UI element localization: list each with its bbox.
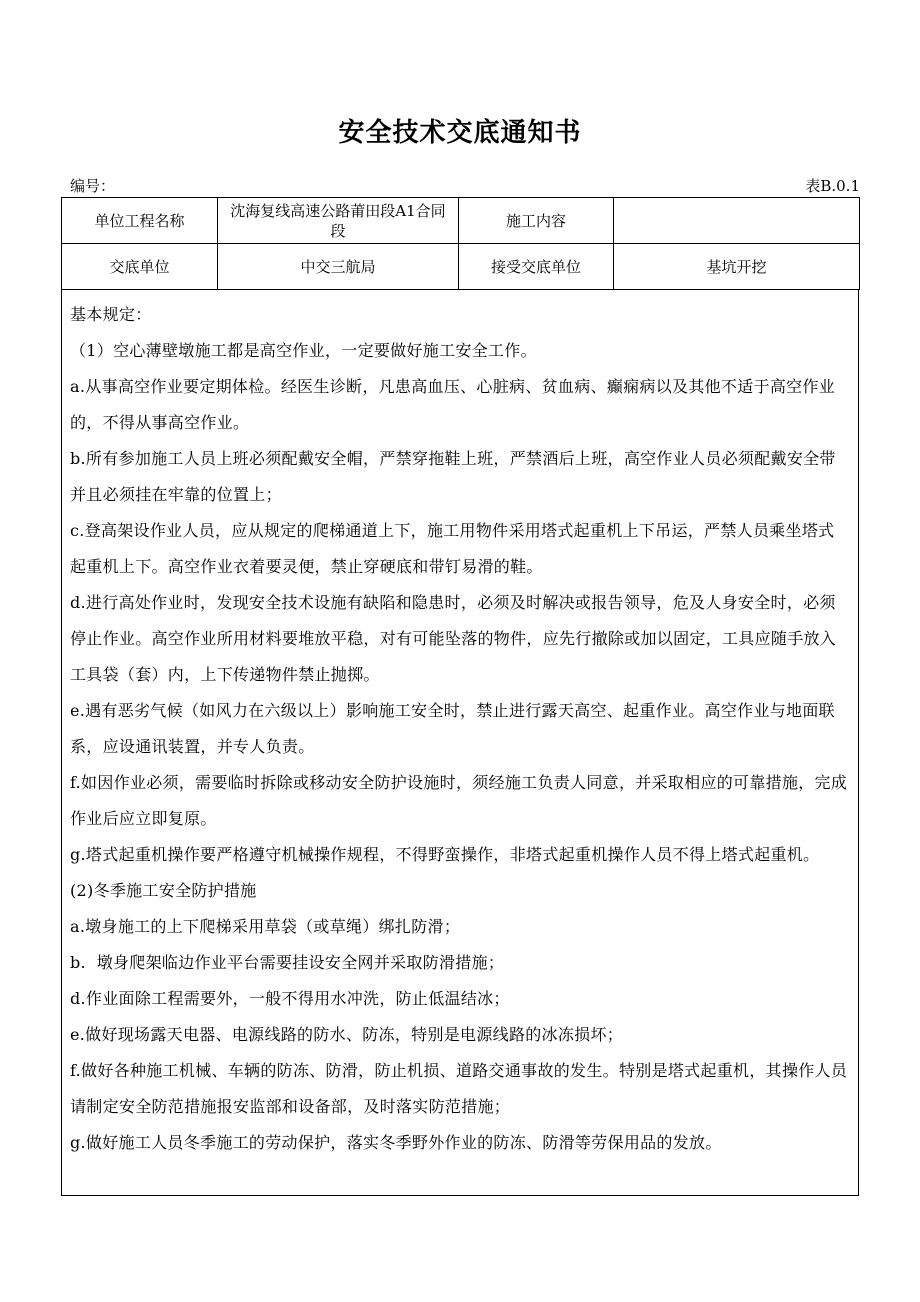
paragraph-1e: e.遇有恶劣气候（如风力在六级以上）影响施工安全时，禁止进行露天高空、起重作业。高空作业与地面联系，应设通讯装置，并专人负责。 <box>70 701 835 756</box>
receiving-unit-value: 基坑开挖 <box>614 244 860 290</box>
paragraph-2a: a.墩身施工的上下爬梯采用草袋（或草绳）绑扎防滑； <box>70 917 461 936</box>
form-code: 表B.0.1 <box>805 177 860 195</box>
briefing-unit-label: 交底单位 <box>62 244 218 290</box>
paragraph-2b: b. 墩身爬架临边作业平台需要挂设安全网并采取防滑措施； <box>70 953 505 972</box>
paragraph-1b: b.所有参加施工人员上班必须配戴安全帽，严禁穿拖鞋上班，严禁酒后上班，高空作业人员必须配戴安全带并且必须挂在牢靠的位置上； <box>70 449 836 504</box>
unit-project-value: 沈海复线高速公路莆田段A1合同段 <box>218 198 459 244</box>
paragraph-1d: d.进行高处作业时，发现安全技术设施有缺陷和隐患时，必须及时解决或报告领导，危及人身安全时，必须停止作业。高空作业所用材料要堆放平稳，对有可能坠落的物件，应先行撤除或加以固定，工具应随手放入工具袋（套）内，上下传递物件禁止抛掷。 <box>70 593 837 684</box>
header-row-project <box>62 198 860 244</box>
document-title: 安全技术交底通知书 <box>338 118 582 148</box>
paragraph-section-1: （1）空心薄壁墩施工都是高空作业，一定要做好施工安全工作。 <box>70 341 537 360</box>
header-row-units <box>62 244 860 290</box>
meta-row <box>70 176 860 196</box>
number-label: 编号： <box>70 177 116 195</box>
header-table <box>61 197 860 290</box>
paragraph-2g: g.做好施工人员冬季施工的劳动保护，落实冬季野外作业的防冻、防滑等劳保用品的发放。 <box>70 1133 722 1152</box>
paragraph-1g: g.塔式起重机操作要严格遵守机械操作规程，不得野蛮操作，非塔式起重机操作人员不得上塔式起重机。 <box>70 845 820 864</box>
paragraph-section-2: (2)冬季施工安全防护措施 <box>70 881 257 900</box>
construction-content-label: 施工内容 <box>459 198 614 244</box>
unit-project-label: 单位工程名称 <box>62 198 218 244</box>
briefing-content <box>61 290 859 1196</box>
receiving-unit-label: 接受交底单位 <box>459 244 614 290</box>
paragraph-1c: c.登高架设作业人员，应从规定的爬梯通道上下，施工用物件采用塔式起重机上下吊运，严禁人员乘坐塔式起重机上下。高空作业衣着要灵便，禁止穿硬底和带钉易滑的鞋。 <box>70 521 835 576</box>
paragraph-2e: e.做好现场露天电器、电源线路的防水、防冻，特别是电源线路的冰冻损坏； <box>70 1025 624 1044</box>
paragraph-2d: d.作业面除工程需要外，一般不得用水冲洗，防止低温结冰； <box>70 989 510 1008</box>
briefing-unit-value: 中交三航局 <box>218 244 459 290</box>
paragraph-1a: a.从事高空作业要定期体检。经医生诊断，凡患高血压、心脏病、贫血病、癫痫病以及其他不适于高空作业的，不得从事高空作业。 <box>70 377 836 432</box>
paragraph-1f: f.如因作业必须，需要临时拆除或移动安全防护设施时，须经施工负责人同意，并采取相应的可靠措施，完成作业后应立即复原。 <box>70 773 848 828</box>
construction-content-value <box>614 198 860 244</box>
paragraph-basic-rules: 基本规定： <box>70 305 152 324</box>
paragraph-2f: f.做好各种施工机械、车辆的防冻、防滑，防止机损、道路交通事故的发生。特别是塔式起重机，其操作人员请制定安全防范措施报安监部和设备部，及时落实防范措施； <box>70 1061 848 1116</box>
